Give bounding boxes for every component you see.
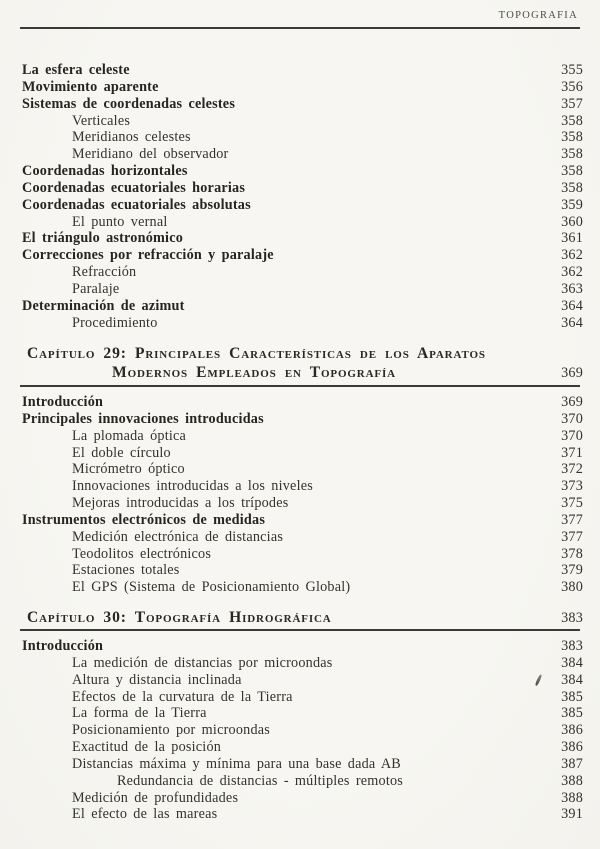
toc-entry-page: 377 (561, 511, 583, 528)
toc-entry-page: 369 (561, 394, 583, 410)
toc-entry-page: 378 (561, 545, 583, 562)
toc-entry (22, 146, 583, 163)
toc-entry-page: 386 (561, 722, 583, 739)
toc-entry-page: 377 (561, 528, 583, 545)
toc-entry-page: 379 (561, 562, 583, 579)
chapter-30-rule (20, 629, 580, 631)
toc-entry-page: 364 (561, 297, 583, 314)
toc-entry-label: Exactitud de la posición (72, 739, 222, 756)
toc-entry (22, 298, 583, 315)
toc-entry-label: Efectos de la curvatura de la Tierra (72, 688, 293, 705)
toc-entry-label: Sistemas de coordenadas celestes (22, 95, 236, 112)
toc-entry (22, 96, 583, 113)
toc-entry-page: 359 (561, 196, 583, 213)
toc-section-chapter-29 (22, 394, 583, 596)
toc-entry-page: 386 (561, 739, 583, 756)
toc-entry-label: Redundancia de distancias - múltiples remotos (117, 772, 404, 789)
toc-entry (22, 705, 583, 722)
toc-entry-label: Distancias máxima y mínima para una base dada AB (72, 755, 401, 772)
toc-entry (22, 529, 583, 546)
toc-entry-page: 375 (561, 495, 583, 512)
toc-section-celestial (22, 62, 583, 332)
toc-entry-page: 384 (561, 654, 583, 671)
chapter-29-heading (27, 345, 583, 382)
chapter-title-line1: Capítulo 29: Principales Características de los Aparatos (27, 345, 486, 362)
toc-entry (22, 264, 583, 281)
toc-entry (22, 722, 583, 739)
pen-mark-annotation (534, 674, 541, 686)
toc-entry-label: El efecto de las mareas (72, 806, 218, 823)
toc-entry (22, 247, 583, 264)
chapter-title-line2: Modernos Empleados en Topografía (112, 363, 396, 381)
toc-entry (22, 230, 583, 247)
toc-entry-page: 384 (561, 671, 583, 688)
chapter-page-number: 369 (561, 364, 583, 381)
toc-entry-page: 370 (561, 410, 583, 427)
toc-entry-page: 385 (561, 705, 583, 722)
toc-entry (22, 113, 583, 130)
toc-entry-label: Estaciones totales (72, 562, 180, 579)
toc-entry-page: 388 (561, 772, 583, 789)
toc-entry-page: 371 (561, 444, 583, 461)
toc-entry-label: Altura y distancia inclinada (72, 671, 242, 688)
toc-entry (22, 394, 583, 411)
running-header (499, 10, 578, 21)
toc-entry-page: 357 (561, 95, 583, 112)
toc-entry-page: 388 (561, 789, 583, 806)
toc-entry-label: Principales innovaciones introducidas (22, 410, 264, 427)
toc-entry (22, 756, 583, 773)
toc-entry-label: Paralaje (72, 280, 120, 297)
toc-entry (22, 579, 583, 596)
toc-entry-page: 360 (561, 213, 583, 230)
toc-entry-label: Meridiano del observador (72, 146, 229, 163)
toc-entry-label: Medición electrónica de distancias (72, 528, 284, 545)
chapter-29-rule (20, 385, 580, 387)
toc-entry-page: 373 (561, 478, 583, 495)
toc-entry (22, 197, 583, 214)
toc-entry-label: Coordenadas ecuatoriales horarias (22, 179, 246, 196)
toc-entry-label: La esfera celeste (22, 62, 130, 78)
toc-entry-label: La plomada óptica (72, 427, 187, 444)
toc-entry-label: El triángulo astronómico (22, 230, 184, 247)
toc-entry-label: El GPS (Sistema de Posicionamiento Global) (72, 579, 351, 596)
toc-section-chapter-30 (22, 638, 583, 823)
toc-entry-label: Refracción (72, 264, 137, 281)
toc-entry-page: 383 (561, 638, 583, 654)
toc-entry-page: 362 (561, 264, 583, 281)
toc-entry (22, 495, 583, 512)
toc-entry-label: Verticales (72, 112, 131, 129)
toc-entry-page: 358 (561, 112, 583, 129)
toc-entry-page: 361 (561, 230, 583, 247)
toc-entry-label: Determinación de azimut (22, 297, 185, 314)
toc-entry-label: Introducción (22, 638, 104, 654)
chapter-30-title-row (27, 609, 583, 628)
toc-entry (22, 773, 583, 790)
toc-entry-label: Innovaciones introducidas a los niveles (72, 478, 313, 495)
toc-entry-page: 385 (561, 688, 583, 705)
toc-entry (22, 739, 583, 756)
toc-entry-label: Instrumentos electrónicos de medidas (22, 511, 266, 528)
toc-entry-label: Introducción (22, 394, 104, 410)
toc-entry (22, 214, 583, 231)
toc-entry-page: 358 (561, 179, 583, 196)
toc-entry (22, 129, 583, 146)
toc-entry-page: 387 (561, 755, 583, 772)
toc-entry (22, 461, 583, 478)
toc-entry (22, 790, 583, 807)
toc-entry (22, 411, 583, 428)
toc-entry (22, 512, 583, 529)
toc-entry-page: 358 (561, 163, 583, 180)
toc-entry (22, 428, 583, 445)
toc-entry-label: El punto vernal (72, 213, 168, 230)
toc-entry-label: Meridianos celestes (72, 129, 191, 146)
toc-entry (22, 562, 583, 579)
toc-entry-label: Movimiento aparente (22, 78, 159, 95)
toc-entry (22, 163, 583, 180)
toc-entry (22, 79, 583, 96)
toc-entry (22, 689, 583, 706)
toc-entry-label: La forma de la Tierra (72, 705, 207, 722)
toc-entry-page: 370 (561, 427, 583, 444)
toc-entry-label: Medición de profundidades (72, 789, 239, 806)
chapter-page-number: 383 (561, 610, 583, 626)
toc-entry-page: 363 (561, 280, 583, 297)
toc-entry-page: 372 (561, 461, 583, 478)
toc-entry (22, 638, 583, 655)
toc-entry (22, 672, 583, 689)
toc-entry-label: Teodolitos electrónicos (72, 545, 212, 562)
toc-entry-page: 358 (561, 146, 583, 163)
header-rule (20, 27, 580, 29)
toc-entry-label: La medición de distancias por microondas (72, 654, 333, 671)
toc-entry-page: 358 (561, 129, 583, 146)
toc-entry (22, 478, 583, 495)
toc-entry (22, 806, 583, 823)
toc-entry-page: 356 (561, 78, 583, 95)
chapter-30-heading (27, 609, 583, 628)
chapter-29-title-line1-row (27, 345, 583, 364)
toc-entry (22, 315, 583, 332)
toc-entry-page: 380 (561, 579, 583, 596)
toc-entry-label: Coordenadas ecuatoriales absolutas (22, 196, 251, 213)
chapter-29-title-line2-row (27, 364, 583, 383)
toc-entry (22, 546, 583, 563)
toc-entry (22, 445, 583, 462)
toc-entry-label: Coordenadas horizontales (22, 163, 188, 180)
toc-entry-page: 391 (561, 806, 583, 823)
toc-entry-page: 362 (561, 247, 583, 264)
toc-entry-label: Micrómetro óptico (72, 461, 185, 478)
toc-entry-label: El doble círculo (72, 444, 171, 461)
chapter-title-line1: Capítulo 30: Topografía Hidrográfica (27, 609, 332, 626)
toc-entry (22, 281, 583, 298)
running-header-title: TOPOGRAFIA (498, 10, 578, 21)
toc-entry-label: Posicionamiento por microondas (72, 722, 270, 739)
toc-entry (22, 655, 583, 672)
toc-entry-label: Mejoras introducidas a los trípodes (72, 495, 289, 512)
toc-entry (22, 62, 583, 79)
toc-entry-page: 364 (561, 314, 583, 331)
toc-entry-page: 355 (561, 62, 583, 78)
toc-entry (22, 180, 583, 197)
toc-entry-label: Procedimiento (72, 314, 158, 331)
toc-entry-label: Correcciones por refracción y paralaje (22, 247, 274, 264)
